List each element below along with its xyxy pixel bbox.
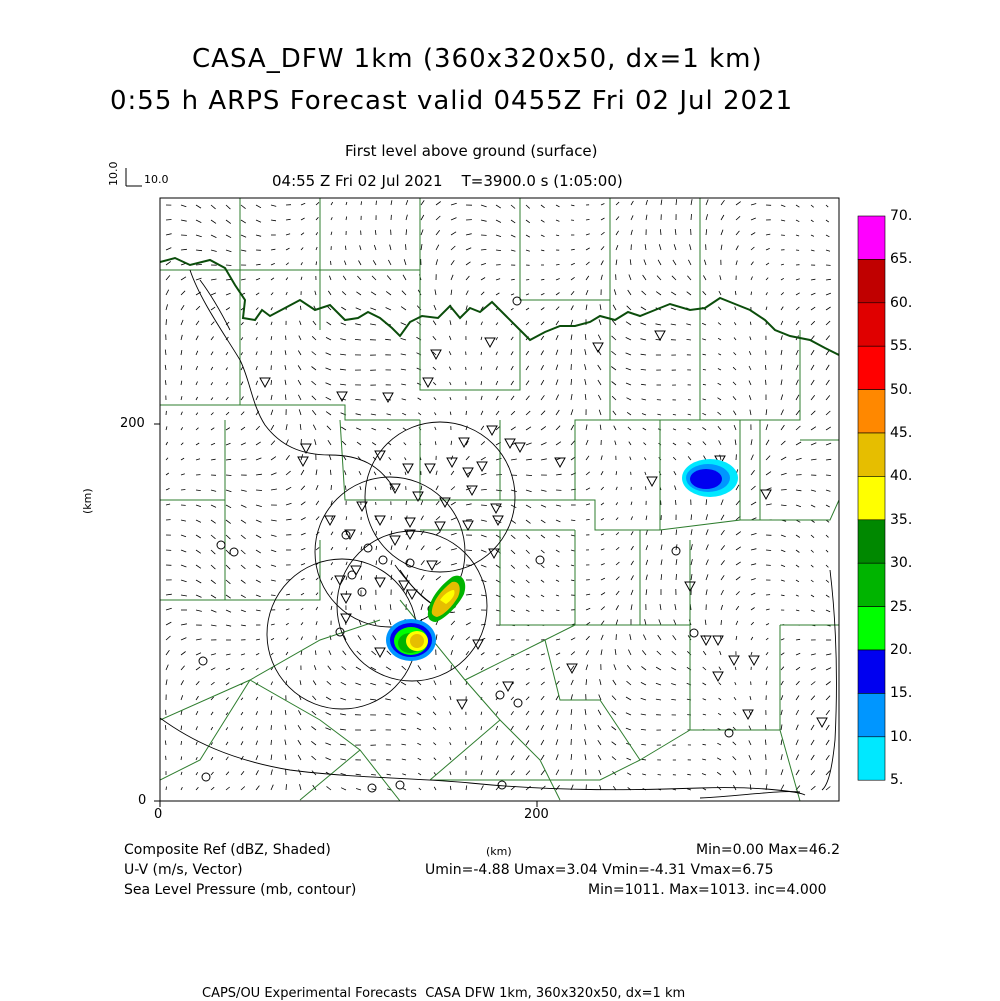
- wind-vector: [571, 724, 572, 730]
- colorbar-label: 55.: [890, 339, 912, 353]
- colorbar-label: 10.: [890, 730, 912, 744]
- wind-vector: [361, 532, 362, 535]
- wind-vector: [226, 265, 231, 266]
- wind-vector: [781, 490, 787, 491]
- wind-vector: [481, 505, 487, 506]
- wind-vector: [226, 475, 231, 476]
- colorbar-swatch: [858, 433, 885, 476]
- colorbar-swatch: [858, 693, 885, 736]
- vector-scale-horizontal: 10.0: [144, 174, 169, 185]
- colorbar-label: 35.: [890, 513, 912, 527]
- wind-vector: [271, 595, 276, 596]
- colorbar-label: 15.: [890, 686, 912, 700]
- colorbar-label: 65.: [890, 252, 912, 266]
- title-line-2: 0:55 h ARPS Forecast valid 0455Z Fri 02 Jul 2021: [110, 88, 793, 114]
- wind-vector: [376, 201, 377, 205]
- colorbar-label: 25.: [890, 600, 912, 614]
- colorbar-label: 5.: [890, 773, 903, 787]
- wind-vector: [658, 775, 661, 776]
- colorbar-label: 60.: [890, 296, 912, 310]
- wind-vector: [691, 214, 692, 220]
- wind-vector: [376, 531, 377, 535]
- vector-scale-arrow: [126, 168, 142, 186]
- colorbar-label: 30.: [890, 556, 912, 570]
- legend-stats-wind: Umin=-4.88 Umax=3.04 Vmin=-4.31 Vmax=6.75: [425, 863, 774, 877]
- colorbar-swatch: [858, 303, 885, 346]
- colorbar-label: 45.: [890, 426, 912, 440]
- wind-vector: [166, 220, 172, 221]
- colorbar-label: 50.: [890, 383, 912, 397]
- legend-stats-reflectivity: Min=0.00 Max=46.2: [696, 843, 840, 857]
- wind-vector: [385, 715, 391, 716]
- wind-vector: [766, 380, 767, 385]
- colorbar-label: 70.: [890, 209, 912, 223]
- wind-vector: [271, 740, 272, 745]
- colorbar-swatch: [858, 563, 885, 606]
- x-axis-label: (km): [486, 846, 512, 857]
- wind-vector: [676, 574, 677, 580]
- wind-vector: [496, 475, 502, 476]
- legend-field-wind: U-V (m/s, Vector): [124, 863, 243, 877]
- colorbar-label: 20.: [890, 643, 912, 657]
- wind-vector: [646, 486, 647, 490]
- echo-south-peak: [410, 634, 424, 648]
- wind-vector: [331, 261, 332, 265]
- x-tick-200: 200: [524, 808, 549, 821]
- colorbar-swatch: [858, 476, 885, 519]
- wind-vector: [331, 485, 332, 490]
- colorbar-label: 40.: [890, 469, 912, 483]
- legend-field-reflectivity: Composite Ref (dBZ, Shaded): [124, 843, 331, 857]
- y-tick-0: 0: [138, 794, 146, 807]
- wind-vector: [406, 501, 407, 505]
- footer-caption: CAPS/OU Experimental Forecasts CASA DFW 1km, 360x320x50, dx=1 km: [202, 987, 685, 1000]
- wind-vector: [166, 319, 167, 325]
- colorbar-swatch: [858, 650, 885, 693]
- echo-east-core: [690, 469, 722, 489]
- colorbar-swatch: [858, 216, 885, 259]
- legend-field-pressure: Sea Level Pressure (mb, contour): [124, 883, 356, 897]
- wind-vector: [271, 351, 272, 355]
- colorbar-swatch: [858, 737, 885, 780]
- title-line-1: CASA_DFW 1km (360x320x50, dx=1 km): [192, 46, 763, 72]
- wind-vector: [586, 769, 587, 775]
- wind-vector: [166, 787, 167, 790]
- wind-vector: [406, 244, 407, 250]
- time-label: 04:55 Z Fri 02 Jul 2021 T=3900.0 s (1:05:00): [272, 174, 623, 189]
- wind-vector: [466, 411, 467, 415]
- wind-vector: [766, 550, 771, 551]
- wind-vector: [466, 741, 467, 745]
- colorbar-swatch: [858, 607, 885, 650]
- colorbar-swatch: [858, 520, 885, 563]
- vector-scale-vertical: 10.0: [108, 162, 119, 187]
- wind-vector: [286, 336, 287, 340]
- wind-vector: [526, 280, 529, 281]
- y-tick-200: 200: [120, 417, 145, 430]
- wind-vector: [286, 784, 287, 790]
- legend-stats-pressure: Min=1011. Max=1013. inc=4.000: [588, 883, 827, 897]
- wind-vector: [256, 490, 262, 491]
- wind-vector: [371, 775, 376, 776]
- colorbar-swatch: [858, 259, 885, 302]
- wind-vector: [466, 321, 467, 325]
- wind-vector: [181, 490, 185, 491]
- wind-vector: [721, 620, 722, 625]
- colorbar-swatch: [858, 346, 885, 389]
- wind-vector: [271, 725, 272, 730]
- wind-vector: [466, 550, 472, 551]
- x-tick-0: 0: [154, 808, 162, 821]
- colorbar: [858, 216, 885, 780]
- y-axis-label: (km): [82, 488, 93, 514]
- colorbar-swatch: [858, 390, 885, 433]
- level-label: First level above ground (surface): [345, 144, 598, 159]
- wind-vector: [826, 475, 831, 476]
